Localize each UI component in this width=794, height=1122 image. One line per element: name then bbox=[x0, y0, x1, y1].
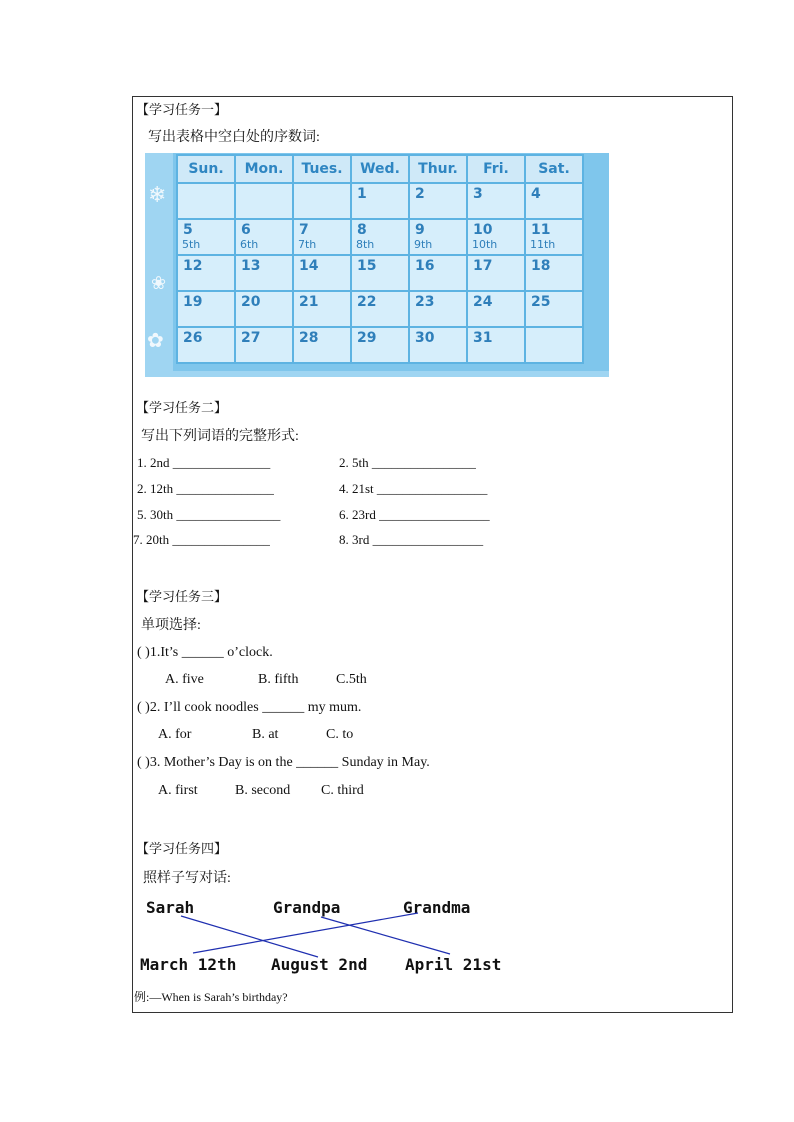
calendar-date-number: 25 bbox=[531, 294, 551, 310]
calendar-date-number: 2 bbox=[415, 186, 425, 202]
exercise-item: 2. 5th ________________ bbox=[339, 455, 476, 470]
calendar-date-number: 9 bbox=[415, 222, 425, 238]
calendar-date-number: 4 bbox=[531, 186, 541, 202]
calendar-ordinal: 10th bbox=[472, 238, 498, 251]
name-label: Sarah bbox=[146, 898, 195, 917]
matching-line bbox=[193, 913, 418, 953]
calendar-day-header: Fri. bbox=[467, 155, 525, 183]
calendar-date-number: 1 bbox=[357, 186, 367, 202]
calendar-day-header: Mon. bbox=[235, 155, 293, 183]
snowflake-icon: ✿ bbox=[147, 328, 164, 352]
calendar-date-number: 24 bbox=[473, 294, 493, 310]
exercise-item: 6. 23rd _________________ bbox=[339, 507, 490, 522]
calendar-date-number: 17 bbox=[473, 258, 493, 274]
calendar-date-number: 16 bbox=[415, 258, 435, 274]
date-label: August 2nd bbox=[271, 955, 368, 974]
calendar-date-number: 29 bbox=[357, 330, 377, 346]
exercise-item: 7. 20th _______________ bbox=[133, 532, 270, 547]
calendar-day-header: Sat. bbox=[525, 155, 583, 183]
calendar-date-number: 26 bbox=[183, 330, 203, 346]
matching-line bbox=[181, 916, 318, 957]
task4-heading: 【学习任务四】 bbox=[136, 841, 228, 856]
question-option: B. second bbox=[235, 783, 291, 798]
example-sentence: 例:—When is Sarah’s birthday? bbox=[134, 990, 288, 1004]
question-option: C. third bbox=[321, 783, 364, 798]
question-option: B. at bbox=[252, 727, 279, 742]
calendar-date-number: 10 bbox=[473, 222, 493, 238]
calendar-date-number: 22 bbox=[357, 294, 377, 310]
name-label: Grandpa bbox=[273, 898, 341, 917]
task1-instruction: 写出表格中空白处的序数词: bbox=[148, 130, 320, 145]
calendar-ordinal: 9th bbox=[414, 238, 433, 251]
task2-instruction: 写出下列词语的完整形式: bbox=[141, 429, 299, 444]
calendar-date-number: 3 bbox=[473, 186, 483, 202]
snowflake-icon: ❄ bbox=[148, 183, 167, 208]
matching-line bbox=[321, 917, 450, 954]
exercise-item: 2. 12th _______________ bbox=[137, 481, 274, 496]
calendar-ordinal: 6th bbox=[240, 238, 259, 251]
task2-heading: 【学习任务二】 bbox=[136, 400, 228, 415]
calendar-date-number: 6 bbox=[241, 222, 251, 238]
calendar-date-number: 31 bbox=[473, 330, 493, 346]
task1-heading: 【学习任务一】 bbox=[136, 102, 228, 117]
calendar-date-number: 7 bbox=[299, 222, 309, 238]
calendar-date-number: 28 bbox=[299, 330, 319, 346]
calendar-date-number: 27 bbox=[241, 330, 261, 346]
question-option: A. for bbox=[158, 727, 192, 742]
calendar-date-number: 20 bbox=[241, 294, 261, 310]
calendar-date-number: 19 bbox=[183, 294, 203, 310]
calendar-date-number: 5 bbox=[183, 222, 193, 238]
date-label: April 21st bbox=[405, 955, 502, 974]
calendar-date-number: 23 bbox=[415, 294, 435, 310]
calendar-day-header: Tues. bbox=[293, 155, 351, 183]
task3-instruction: 单项选择: bbox=[141, 618, 201, 633]
snowflake-icon: ❀ bbox=[151, 273, 167, 294]
question-stem: ( )3. Mother’s Day is on the ______ Sunday in May. bbox=[137, 755, 430, 770]
question-option: B. fifth bbox=[258, 672, 299, 687]
calendar-date-number: 30 bbox=[415, 330, 435, 346]
question-option: A. first bbox=[158, 783, 198, 798]
calendar-ordinal: 7th bbox=[298, 238, 317, 251]
exercise-item: 5. 30th ________________ bbox=[137, 507, 281, 522]
exercise-item: 4. 21st _________________ bbox=[339, 481, 488, 496]
question-option: A. five bbox=[165, 672, 204, 687]
calendar-date-number: 11 bbox=[531, 222, 551, 238]
calendar-day-header: Thur. bbox=[409, 155, 467, 183]
question-stem: ( )1.It’s ______ o’clock. bbox=[137, 645, 273, 660]
calendar-day-header: Wed. bbox=[351, 155, 409, 183]
exercise-item: 1. 2nd _______________ bbox=[137, 455, 271, 470]
calendar-ordinal: 8th bbox=[356, 238, 375, 251]
calendar-date-number: 15 bbox=[357, 258, 377, 274]
calendar-date-number: 21 bbox=[299, 294, 319, 310]
exercise-item: 8. 3rd _________________ bbox=[339, 532, 484, 547]
date-label: March 12th bbox=[140, 955, 237, 974]
calendar-date-number: 12 bbox=[183, 258, 203, 274]
calendar-ordinal: 11th bbox=[530, 238, 556, 251]
task3-heading: 【学习任务三】 bbox=[136, 589, 228, 604]
question-option: C.5th bbox=[336, 672, 367, 687]
calendar-date-number: 14 bbox=[299, 258, 319, 274]
name-label: Grandma bbox=[403, 898, 471, 917]
calendar-ordinal: 5th bbox=[182, 238, 201, 251]
calendar-date-number: 13 bbox=[241, 258, 261, 274]
task4-instruction: 照样子写对话: bbox=[143, 871, 231, 886]
question-option: C. to bbox=[326, 727, 354, 742]
question-stem: ( )2. I’ll cook noodles ______ my mum. bbox=[137, 700, 362, 715]
calendar-date-number: 8 bbox=[357, 222, 367, 238]
calendar-date-number: 18 bbox=[531, 258, 551, 274]
calendar-day-header: Sun. bbox=[177, 155, 235, 183]
